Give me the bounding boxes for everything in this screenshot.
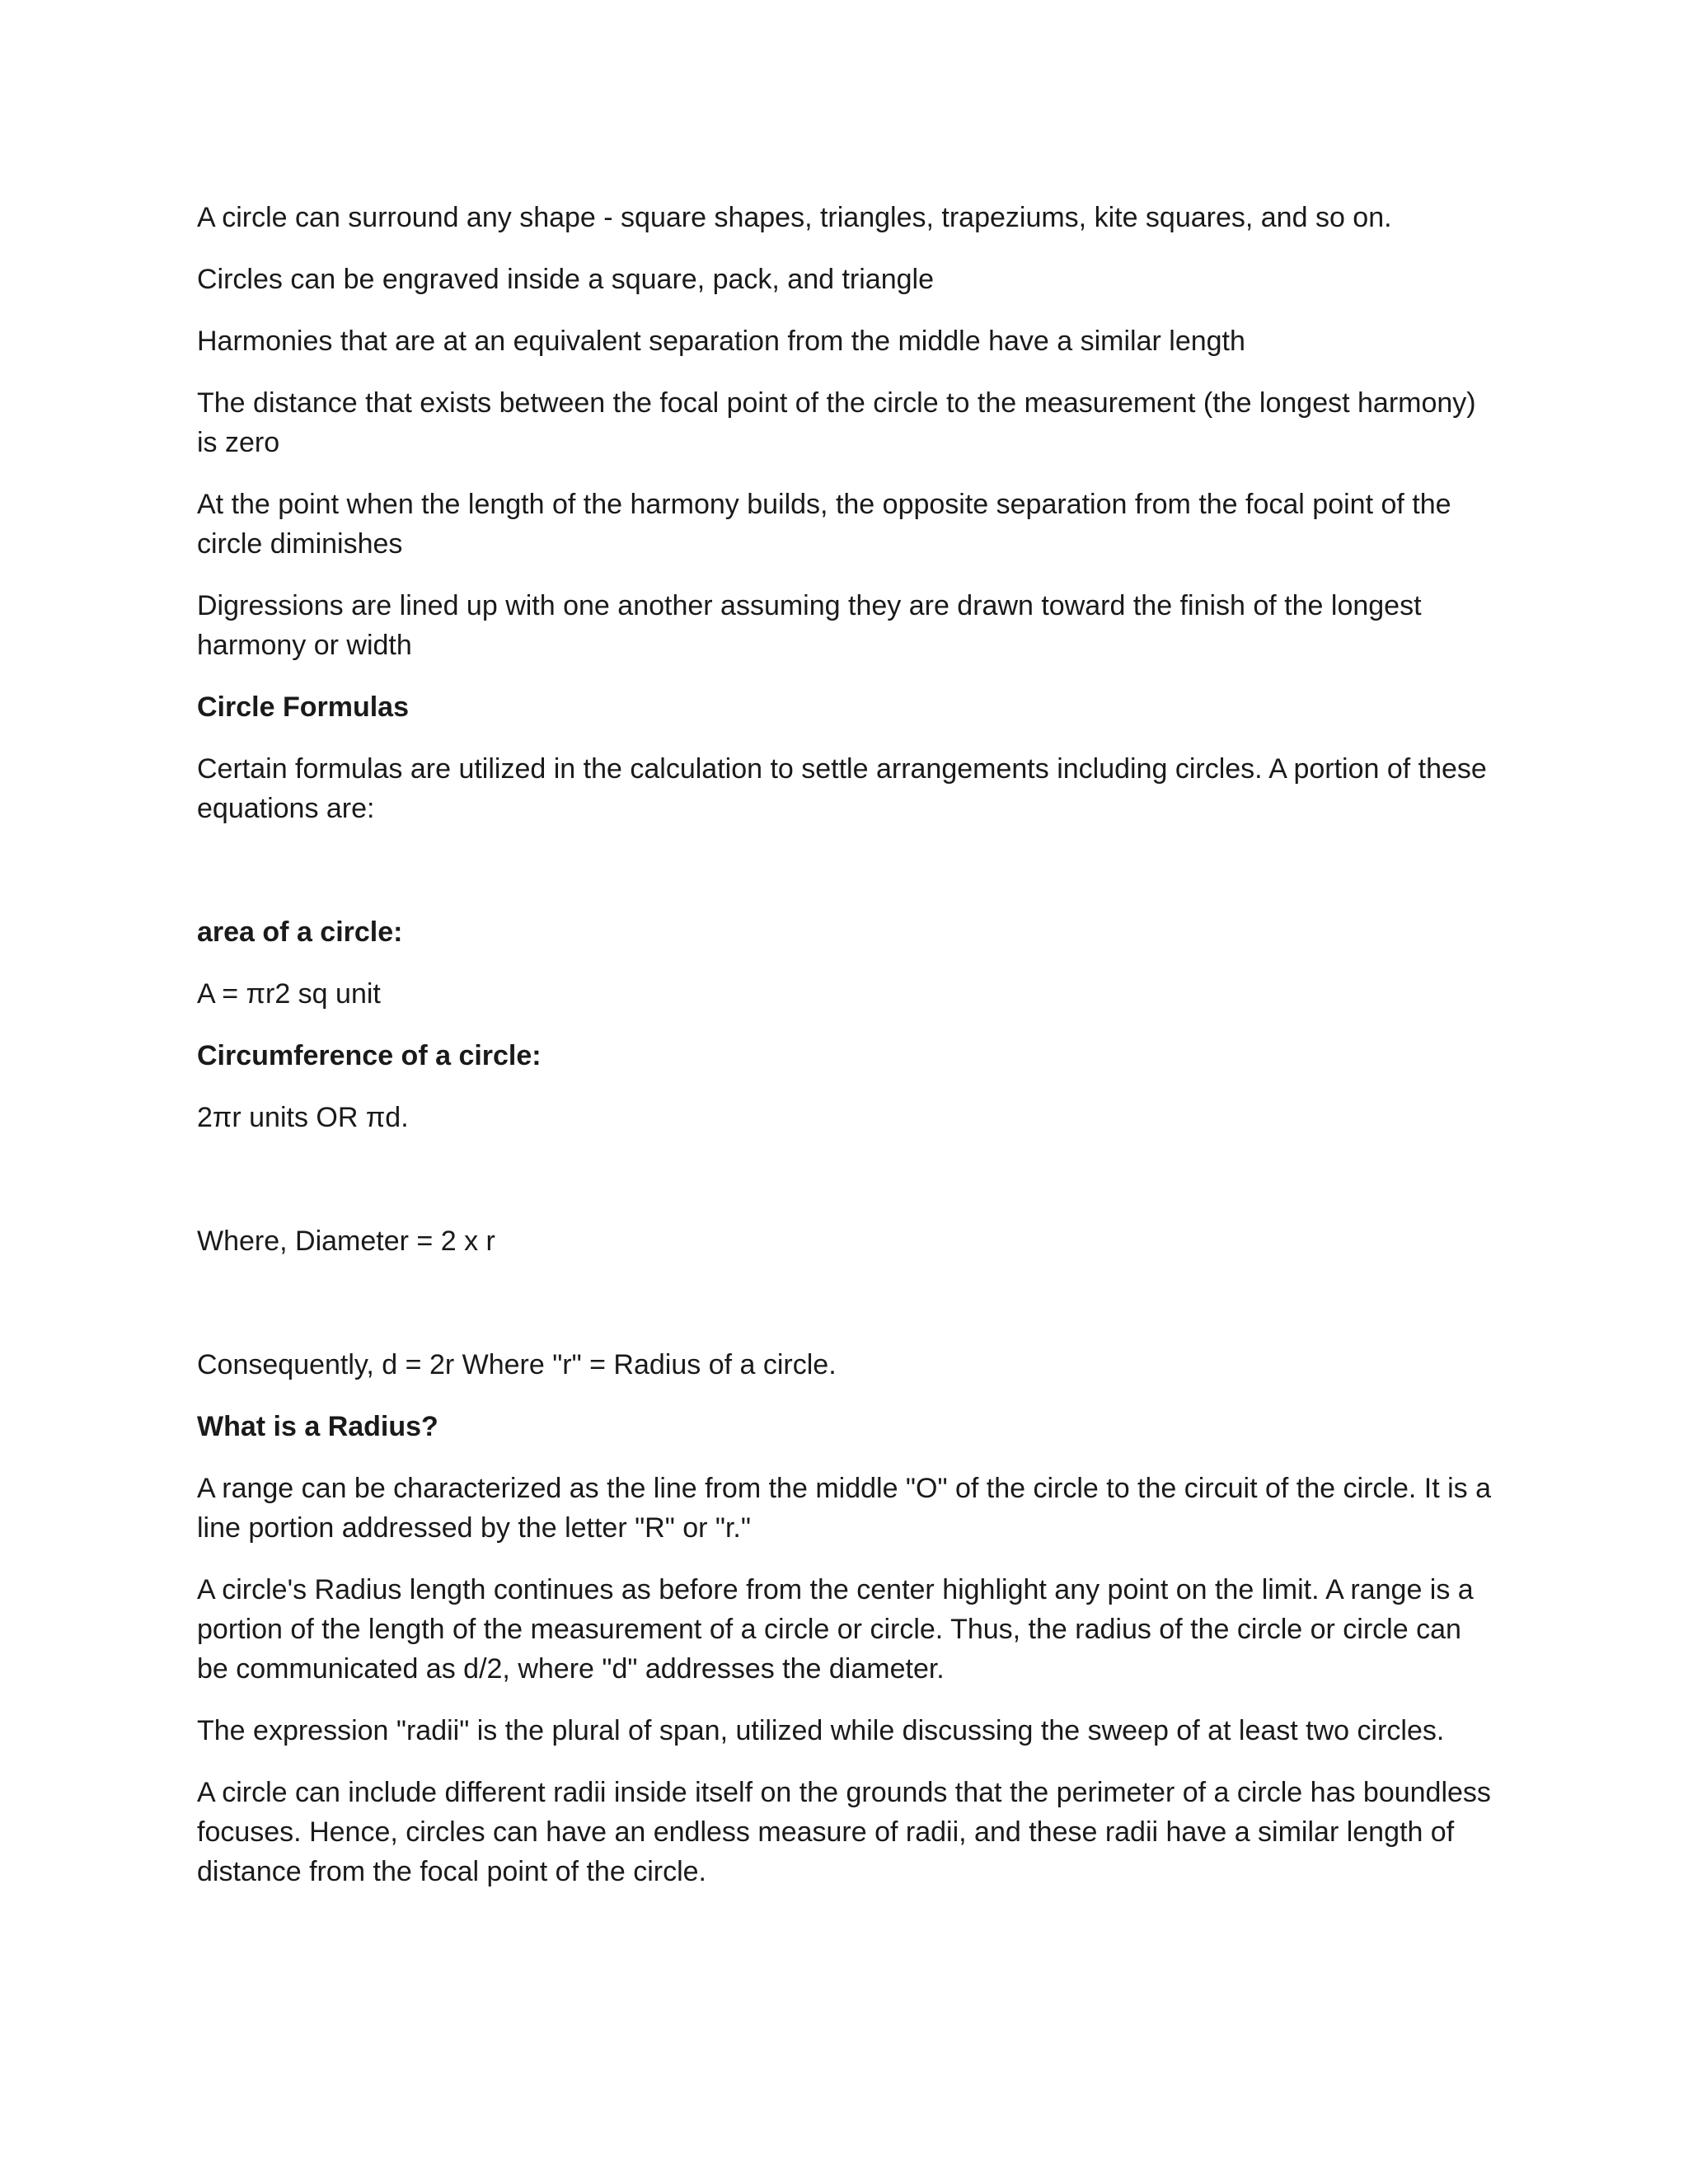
blank-line bbox=[197, 1283, 1499, 1345]
heading-circumference: Circumference of a circle: bbox=[197, 1040, 542, 1071]
heading-area: area of a circle: bbox=[197, 916, 403, 948]
heading-circle-formulas: Circle Formulas bbox=[197, 691, 409, 723]
paragraph-digressions: Digressions are lined up with one another assuming they are drawn toward the finish of the longest harmony or width bbox=[197, 590, 1422, 661]
paragraph-distance-zero: The distance that exists between the focal point of the circle to the measurement (the longest harmony) is zero bbox=[197, 387, 1476, 458]
diameter-definition: Where, Diameter = 2 x r bbox=[197, 1226, 495, 1257]
heading-what-is-radius: What is a Radius? bbox=[197, 1411, 438, 1442]
diameter-consequence: Consequently, d = 2r Where "r" = Radius of a circle. bbox=[197, 1349, 837, 1380]
blank-line bbox=[197, 851, 1499, 912]
circumference-formula: 2πr units OR πd. bbox=[197, 1102, 409, 1133]
area-formula: A = πr2 sq unit bbox=[197, 978, 381, 1010]
paragraph-harmonies-equal: Harmonies that are at an equivalent separation from the middle have a similar length bbox=[197, 326, 1245, 357]
paragraph-radius-length: A circle's Radius length continues as before from the center highlight any point on the limit. A range is a portion of the length of the measurement of a circle or circle. Thus, the radius of the circle or circle can be communicated as d/2, where "d" addresses the diameter. bbox=[197, 1574, 1474, 1685]
paragraph-circle-surround: A circle can surround any shape - square shapes, triangles, trapeziums, kite squares, and so on. bbox=[197, 202, 1392, 233]
paragraph-formulas-intro: Certain formulas are utilized in the calculation to settle arrangements including circles. A portion of these equations are: bbox=[197, 753, 1487, 824]
paragraph-different-radii: A circle can include different radii inside itself on the grounds that the perimeter of a circle has boundless focuses. Hence, circles can have an endless measure of radii, and these radii have a similar length of distance from the focal point of the circle. bbox=[197, 1777, 1491, 1887]
paragraph-separation-diminishes: At the point when the length of the harmony builds, the opposite separation from the focal point of the circle diminishes bbox=[197, 489, 1451, 560]
paragraph-radii-plural: The expression "radii" is the plural of span, utilized while discussing the sweep of at least two circles. bbox=[197, 1715, 1445, 1746]
document-body bbox=[197, 198, 1499, 1914]
blank-line bbox=[197, 1160, 1499, 1221]
paragraph-circles-engraved: Circles can be engraved inside a square, pack, and triangle bbox=[197, 264, 934, 295]
paragraph-range-definition: A range can be characterized as the line from the middle "O" of the circle to the circuit of the circle. It is a line portion addressed by the letter "R" or "r." bbox=[197, 1473, 1491, 1544]
